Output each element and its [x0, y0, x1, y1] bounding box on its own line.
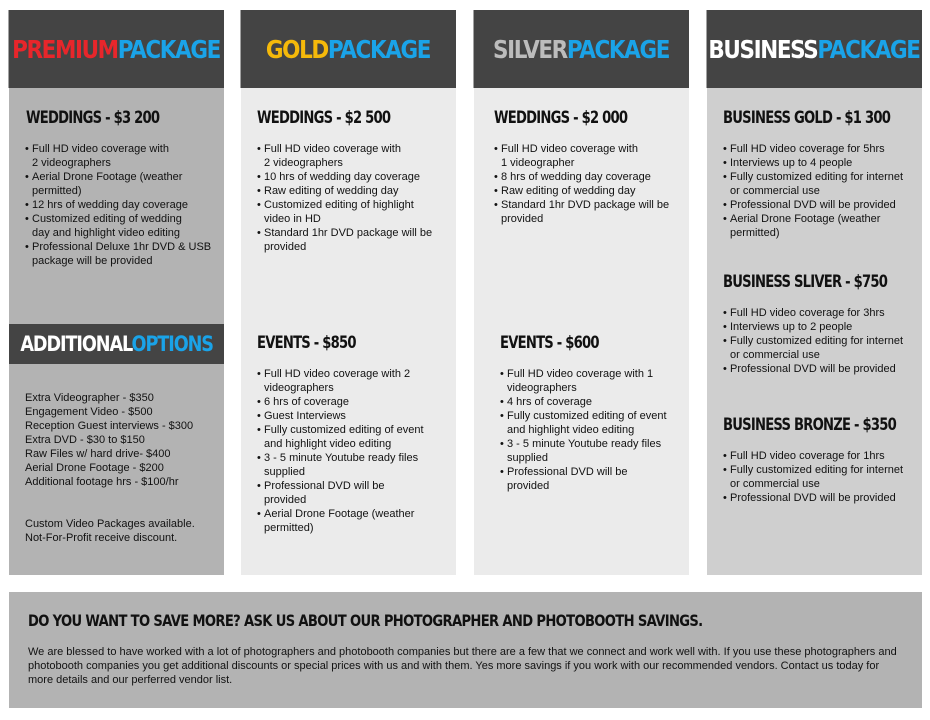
gold-events-features [257, 367, 455, 535]
business-gold-title: BUSINESS GOLD - $1 300 [723, 108, 891, 128]
business-bronze-features [723, 449, 922, 505]
premium-wedding-section [9, 88, 224, 324]
option-item: Engagement Video - $500 [25, 406, 153, 418]
feature-item: • 8 hrs of wedding day coverage [494, 170, 688, 184]
feature-item: • 6 hrs of coverage [257, 395, 455, 409]
business-package-column [707, 10, 922, 575]
premium-wedding-features [25, 142, 225, 268]
premium-wedding-title: WEDDINGS - $3 200 [26, 108, 160, 128]
gold-body [241, 88, 456, 575]
gold-package-header [241, 10, 456, 88]
option-item: Aerial Drone Footage - $200 [25, 462, 164, 474]
package-header-label: PACKAGE [817, 34, 920, 64]
feature-item: • Customized editing of highlight video in HD [257, 198, 455, 226]
feature-item: • Fully customized editing for internet or commercial use [723, 334, 922, 362]
feature-item: • 3 - 5 minute Youtube ready files supplied [257, 451, 455, 479]
feature-item: • Professional DVD will be provided [257, 479, 455, 507]
feature-item: • 10 hrs of wedding day coverage [257, 170, 455, 184]
feature-item: • Full HD video coverage with 2 videographers [257, 367, 455, 395]
package-header-label: PACKAGE [117, 34, 220, 64]
options-header-label: OPTIONS [131, 332, 213, 356]
feature-item: • Interviews up to 2 people [723, 320, 922, 334]
savings-title: DO YOU WANT TO SAVE MORE? ASK US ABOUT OUR PHOTOGRAPHER AND PHOTOBOOTH SAVINGS. [28, 611, 703, 630]
feature-item: • 3 - 5 minute Youtube ready files supplied [500, 437, 688, 465]
silver-header-label: SILVER [492, 34, 567, 64]
premium-package-header [9, 10, 224, 88]
savings-panel [9, 592, 922, 708]
feature-item: • Professional DVD will be provided [723, 198, 922, 212]
feature-item: • Customized editing of wedding day and highlight video editing [25, 212, 225, 240]
feature-item: • Standard 1hr DVD package will be provided [494, 198, 688, 226]
package-header-label: PACKAGE [566, 34, 670, 64]
gold-wedding-title: WEDDINGS - $2 500 [257, 108, 391, 128]
gold-wedding-features [257, 142, 455, 254]
silver-package-column [474, 10, 689, 575]
savings-description: We are blessed to have worked with a lot of photographers and photobooth companies but there are a few that we connect and work well with. If you use these photographers and photobooth companies you get additional discounts or special prices with us and with them. Yes more savings if you work with our recommended vendors. Contact us today for more details and our perferred vendor list. [28, 646, 897, 686]
feature-item: • 12 hrs of wedding day coverage [25, 198, 225, 212]
additional-notes [25, 517, 195, 545]
feature-item: • Full HD video coverage with 2 videographers [25, 142, 225, 170]
silver-wedding-title: WEDDINGS - $2 000 [494, 108, 628, 128]
feature-item: • Professional DVD will be provided [500, 465, 688, 493]
feature-item: • 4 hrs of coverage [500, 395, 688, 409]
feature-item: • Aerial Drone Footage (weather permitted) [257, 507, 455, 535]
silver-wedding-features [494, 142, 688, 226]
option-item: Reception Guest interviews - $300 [25, 420, 194, 432]
feature-item: • Aerial Drone Footage (weather permitted) [25, 170, 225, 198]
gold-events-title: EVENTS - $850 [257, 333, 356, 353]
additional-options-list [25, 391, 193, 489]
option-item: Extra DVD - $30 to $150 [25, 434, 145, 446]
option-item: Extra Videographer - $350 [25, 392, 154, 404]
silver-body [474, 88, 689, 575]
business-bronze-title: BUSINESS BRONZE - $350 [723, 415, 896, 435]
business-body [707, 88, 922, 575]
feature-item: • Raw editing of wedding day [494, 184, 688, 198]
gold-package-column [241, 10, 456, 575]
feature-item: • Guest Interviews [257, 409, 455, 423]
feature-item: • Fully customized editing for internet or commercial use [723, 170, 922, 198]
feature-item: • Professional Deluxe 1hr DVD & USB package will be provided [25, 240, 225, 268]
premium-header-label: PREMIUM [12, 34, 118, 64]
feature-item: • Professional DVD will be provided [723, 491, 922, 505]
feature-item: • Raw editing of wedding day [257, 184, 455, 198]
feature-item: • Full HD video coverage for 3hrs [723, 306, 922, 320]
business-package-header [707, 10, 922, 88]
business-sliver-title: BUSINESS SLIVER - $750 [723, 272, 888, 292]
feature-item: • Full HD video coverage for 1hrs [723, 449, 922, 463]
feature-item: • Professional DVD will be provided [723, 362, 922, 376]
feature-item: • Fully customized editing of event and highlight video editing [500, 409, 688, 437]
option-item: Raw Files w/ hard drive- $400 [25, 448, 171, 460]
business-sliver-features [723, 306, 922, 376]
silver-events-features [500, 367, 688, 493]
additional-options-section [9, 364, 224, 575]
silver-events-title: EVENTS - $600 [500, 333, 599, 353]
package-header-label: PACKAGE [327, 34, 431, 64]
feature-item: • Fully customized editing for internet or commercial use [723, 463, 922, 491]
business-header-label: BUSINESS [708, 34, 818, 64]
note-item: Not-For-Profit receive discount. [25, 532, 178, 544]
feature-item: • Fully customized editing of event and highlight video editing [257, 423, 455, 451]
feature-item: • Standard 1hr DVD package will be provided [257, 226, 455, 254]
feature-item: • Aerial Drone Footage (weather permitted) [723, 212, 922, 240]
feature-item: • Full HD video coverage with 1 videographers [500, 367, 688, 395]
gold-header-label: GOLD [265, 34, 328, 64]
business-gold-features [723, 142, 922, 240]
feature-item: • Interviews up to 4 people [723, 156, 922, 170]
feature-item: • Full HD video coverage with 1 videographer [494, 142, 688, 170]
feature-item: • Full HD video coverage with 2 videographers [257, 142, 455, 170]
additional-options-header [9, 324, 224, 364]
premium-package-column [9, 10, 224, 575]
feature-item: • Full HD video coverage for 5hrs [723, 142, 922, 156]
option-item: Additional footage hrs - $100/hr [25, 476, 179, 488]
additional-header-label: ADDITIONAL [20, 332, 132, 356]
note-item: Custom Video Packages available. [25, 518, 195, 530]
silver-package-header [474, 10, 689, 88]
